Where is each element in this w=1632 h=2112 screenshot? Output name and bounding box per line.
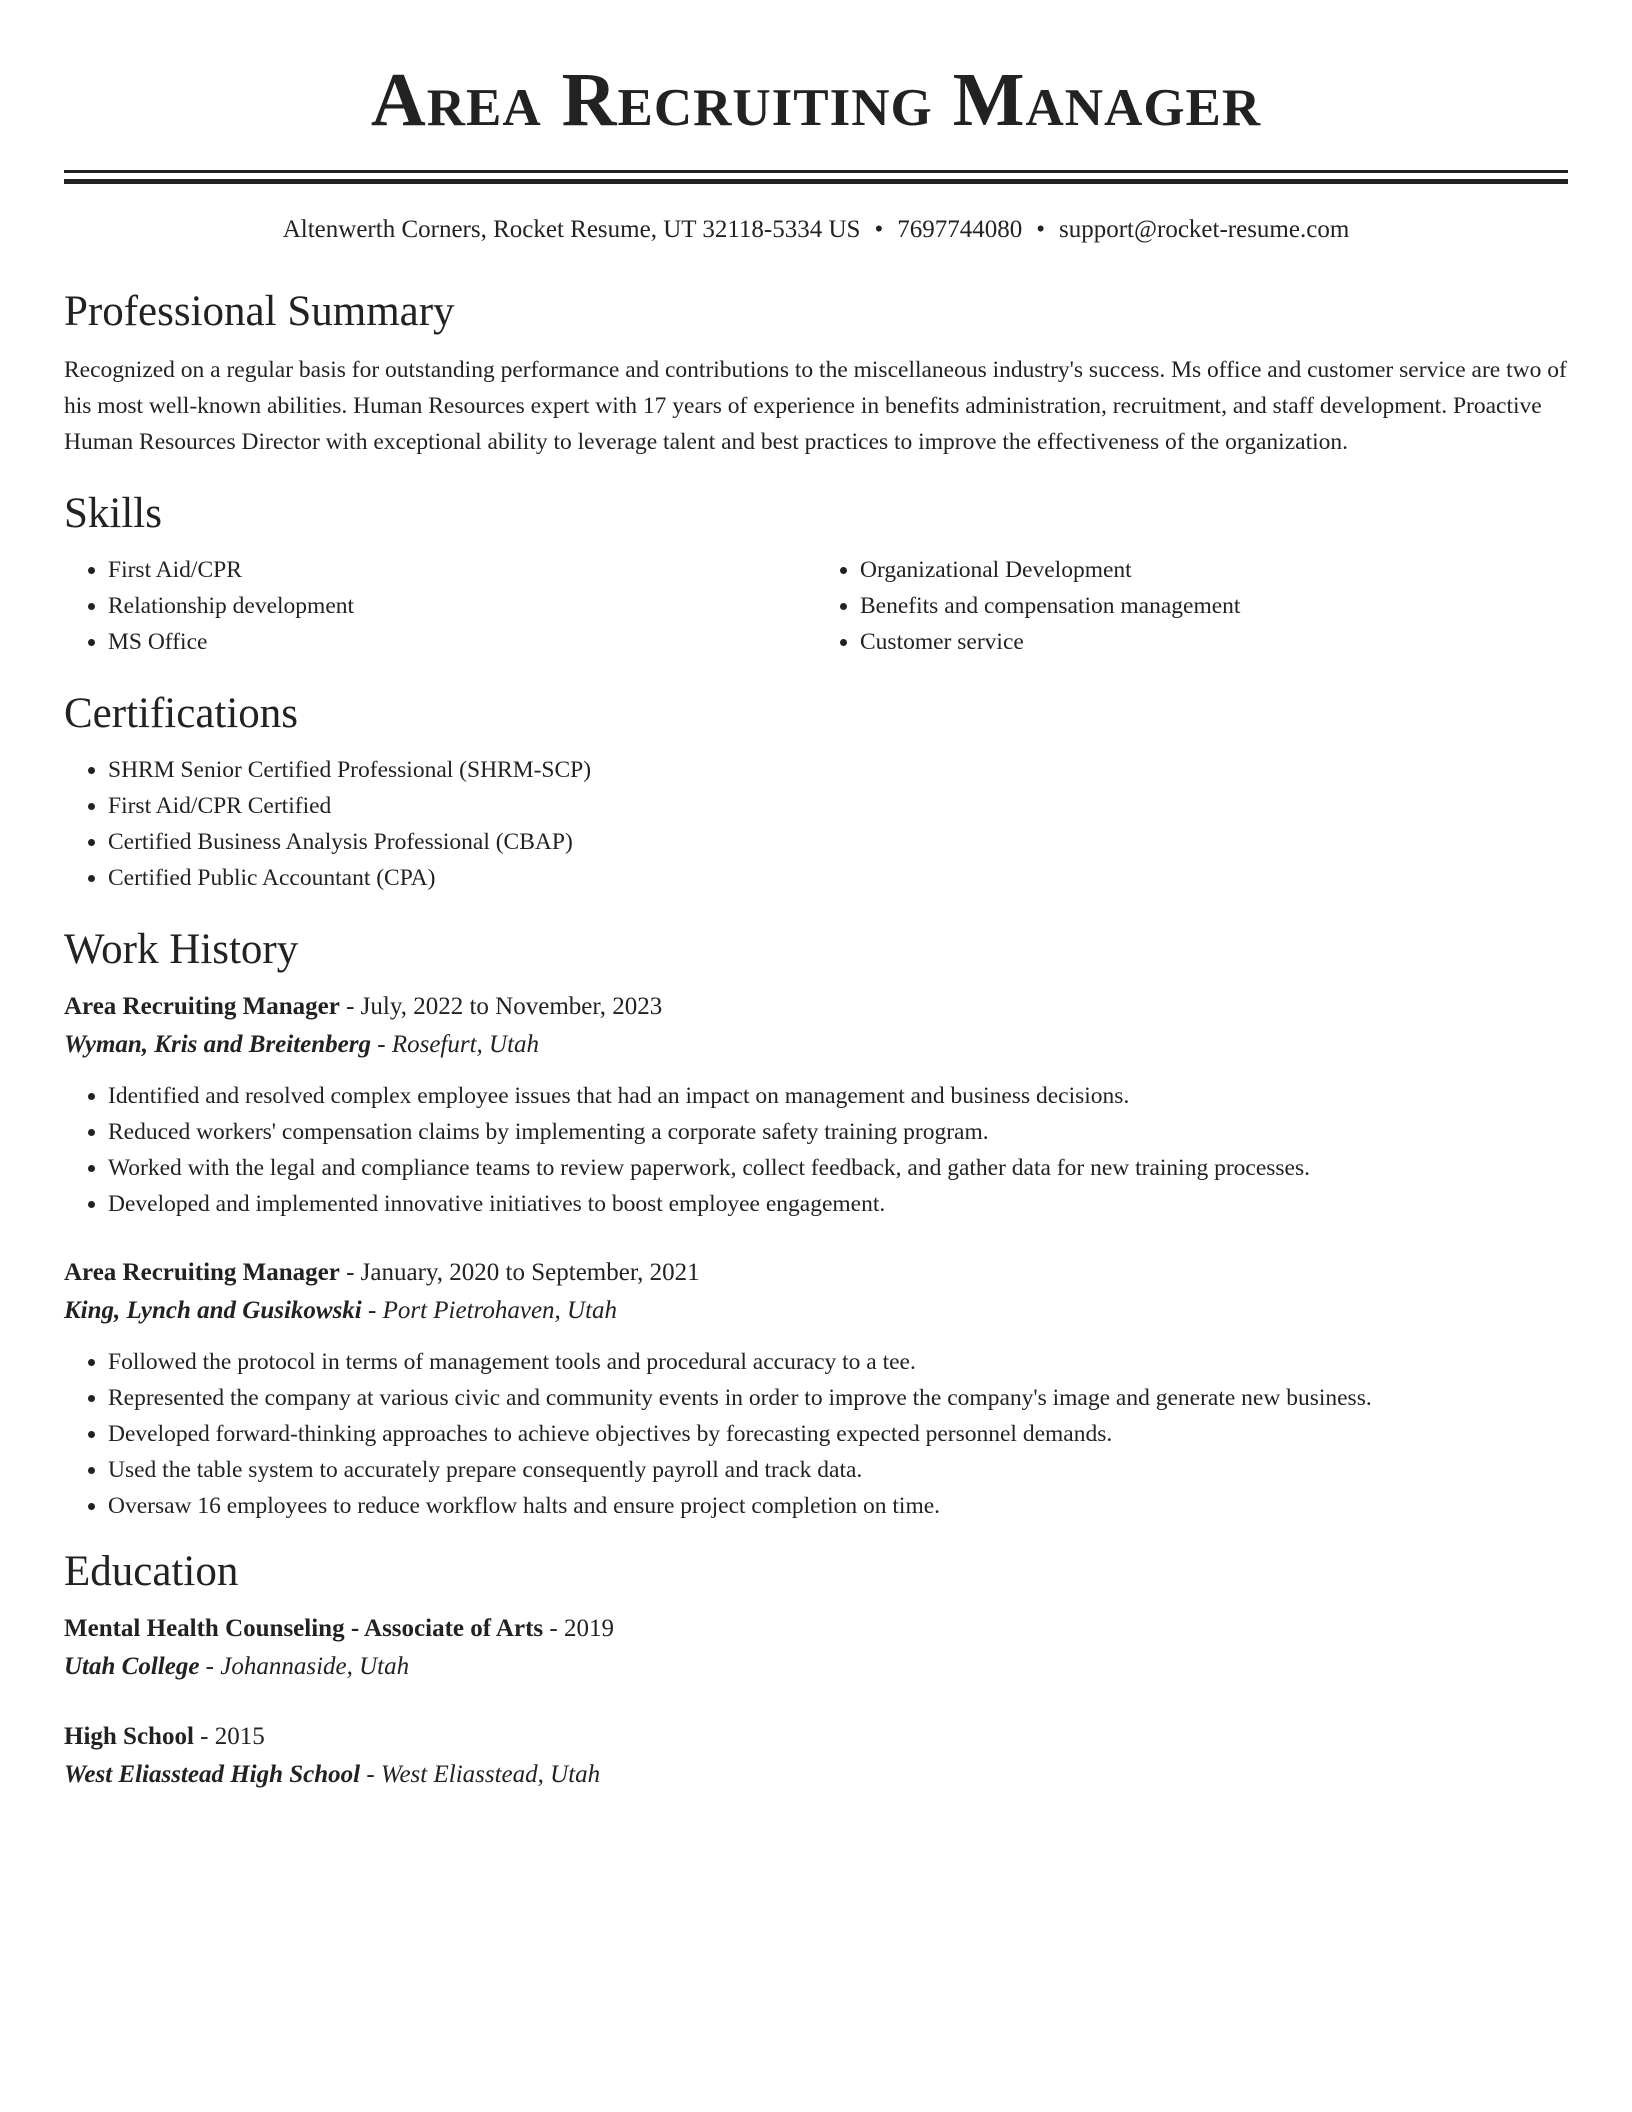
job-location: - Rosefurt, Utah [371, 1031, 540, 1058]
certification-item: • Certified Public Accountant (CPA) [108, 860, 1568, 896]
education-heading: Education [64, 1548, 239, 1595]
school-location: - West Eliasstead, Utah [360, 1761, 601, 1788]
job-bullets [64, 1344, 1568, 1524]
graduation-year: - 2015 [193, 1723, 265, 1750]
skill-item: • Organizational Development [860, 552, 1568, 588]
job-dates: - January, 2020 to September, 2021 [339, 1259, 700, 1286]
job-employer [64, 1026, 1568, 1064]
education-school [64, 1648, 1568, 1686]
title-divider-thick [64, 179, 1568, 184]
degree-name: Mental Health Counseling - Associate of Arts [64, 1615, 544, 1642]
certifications-heading: Certifications [64, 690, 299, 737]
job-employer [64, 1292, 1568, 1330]
skills-heading: Skills [64, 490, 162, 537]
skill-item: • Relationship development [108, 588, 816, 624]
work-history-heading: Work History [64, 926, 299, 973]
job-bullet: • Oversaw 16 employees to reduce workflow halts and ensure project completion on time. [108, 1488, 1568, 1524]
school-location: - Johannaside, Utah [199, 1653, 410, 1680]
contact-email: support@rocket-resume.com [1058, 216, 1350, 243]
job-title: Area Recruiting Manager [64, 993, 340, 1020]
job-bullet: • Followed the protocol in terms of management tools and procedural accuracy to a tee. [108, 1344, 1568, 1380]
company-name: King, Lynch and Gusikowski [64, 1297, 362, 1324]
skill-item: • MS Office [108, 624, 816, 660]
summary-text: Recognized on a regular basis for outstanding performance and contributions to the miscellaneous industry's success. Ms office and customer service are two of his most well-known abilities. Human Resources expert with 17 years of experience in benefits administration, recruitment, and staff development. Proactive Human Resources Director with exceptional ability to leverage talent and best practices to improve the effectiveness of the organization. [64, 357, 1567, 455]
summary-heading: Professional Summary [64, 288, 455, 335]
skill-item: • First Aid/CPR [108, 552, 816, 588]
work-history-section [64, 924, 1568, 1524]
graduation-year: - 2019 [543, 1615, 614, 1642]
job-bullet: • Developed forward-thinking approaches to achieve objectives by forecasting expected personnel demands. [108, 1416, 1568, 1452]
certifications-section [64, 688, 1568, 896]
education-entry [64, 1610, 1568, 1686]
skill-item: • Benefits and compensation management [860, 588, 1568, 624]
certification-item: • First Aid/CPR Certified [108, 788, 1568, 824]
skills-list-left [64, 552, 816, 660]
education-header [64, 1610, 1568, 1648]
job-header [64, 988, 1568, 1026]
job-entry [64, 988, 1568, 1222]
education-header [64, 1718, 1568, 1756]
contact-line [64, 214, 1568, 246]
job-header [64, 1254, 1568, 1292]
job-bullet: • Identified and resolved complex employee issues that had an impact on management and business decisions. [108, 1078, 1568, 1114]
education-entry [64, 1718, 1568, 1794]
certification-item: • Certified Business Analysis Professional (CBAP) [108, 824, 1568, 860]
job-entry [64, 1254, 1568, 1524]
job-bullet: • Reduced workers' compensation claims by implementing a corporate safety training program. [108, 1114, 1568, 1150]
job-bullet: • Used the table system to accurately prepare consequently payroll and track data. [108, 1452, 1568, 1488]
certification-item: • SHRM Senior Certified Professional (SHRM-SCP) [108, 752, 1568, 788]
job-dates: - July, 2022 to November, 2023 [339, 993, 663, 1020]
job-bullets [64, 1078, 1568, 1222]
certifications-list [64, 752, 1568, 896]
skills-grid [64, 552, 1568, 660]
education-school [64, 1756, 1568, 1794]
school-name: Utah College [64, 1653, 200, 1680]
job-title: Area Recruiting Manager [64, 1259, 340, 1286]
job-bullet: • Represented the company at various civic and community events in order to improve the company's image and generate new business. [108, 1380, 1568, 1416]
page-title: Area Recruiting Manager [370, 58, 1262, 142]
skill-item: • Customer service [860, 624, 1568, 660]
job-bullet: • Developed and implemented innovative initiatives to boost employee engagement. [108, 1186, 1568, 1222]
contact-phone: 7697744080 [897, 216, 1023, 243]
company-name: Wyman, Kris and Breitenberg [64, 1031, 371, 1058]
education-section [64, 1546, 1568, 1794]
summary-section [64, 286, 1568, 460]
job-location: - Port Pietrohaven, Utah [361, 1297, 618, 1324]
school-name: West Eliasstead High School [64, 1761, 361, 1788]
job-bullet: • Worked with the legal and compliance teams to review paperwork, collect feedback, and gather data for new training processes. [108, 1150, 1568, 1186]
bullet-separator: • [1036, 216, 1045, 243]
title-divider-thin [64, 170, 1568, 173]
degree-name: High School [64, 1723, 194, 1750]
skills-section [64, 488, 1568, 660]
bullet-separator: • [874, 216, 884, 243]
contact-address: Altenwerth Corners, Rocket Resume, UT 32118-5334 US [282, 216, 861, 243]
skills-list-right [816, 552, 1568, 660]
